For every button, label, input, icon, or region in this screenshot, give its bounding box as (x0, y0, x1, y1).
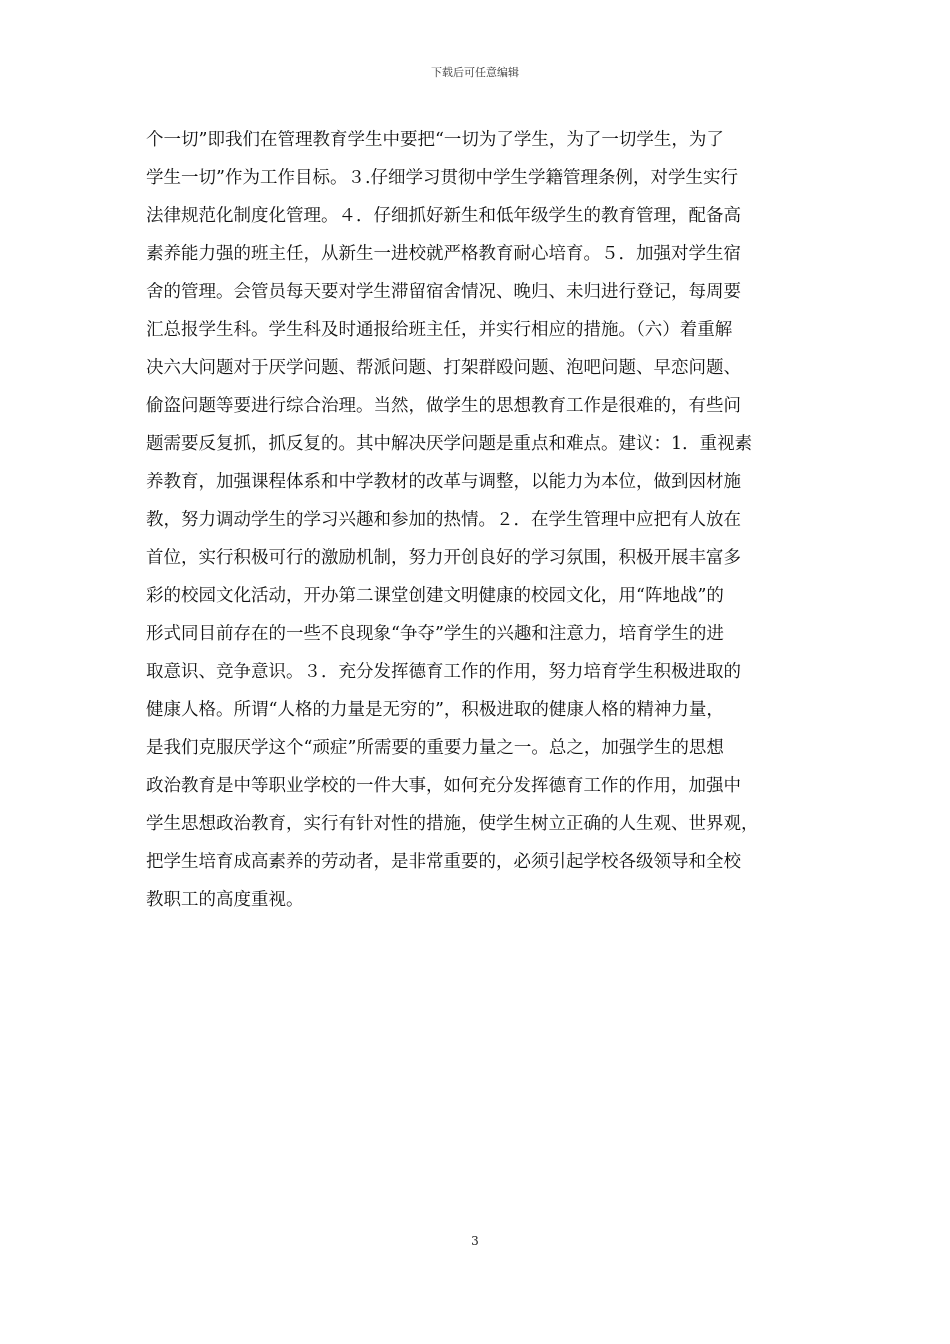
text-line: 学生思想政治教育，实行有针对性的措施，使学生树立正确的人生观、世界观， (146, 814, 759, 834)
text-line: 法律规范化制度化管理。４．仔细抓好新生和低年级学生的教育管理，配备高 (146, 206, 741, 226)
text-line: 素养能力强的班主任，从新生一进校就严格教育耐心培育。５．加强对学生宿 (146, 244, 741, 264)
text-line: 健康人格。所谓“人格的力量是无穷的”，积极进取的健康人格的精神力量， (146, 700, 724, 720)
text-line: 形式同目前存在的一些不良现象“争夺”学生的兴趣和注意力，培育学生的进 (146, 624, 724, 644)
text-line: 教职工的高度重视。 (146, 890, 304, 910)
text-line: 学生一切”作为工作目标。３.仔细学习贯彻中学生学籍管理条例，对学生实行 (146, 168, 739, 188)
page-header: 下载后可任意编辑 (431, 66, 519, 79)
text-line: 取意识、竞争意识。３．充分发挥德育工作的作用，努力培育学生积极进取的 (146, 662, 741, 682)
text-line: 首位，实行积极可行的激励机制，努力开创良好的学习氛围，积极开展丰富多 (146, 548, 741, 568)
text-line: 汇总报学生科。学生科及时通报给班主任，并实行相应的措施。（六）着重解 (146, 320, 733, 340)
page-number: 3 (471, 1234, 479, 1248)
text-line: 政治教育是中等职业学校的一件大事，如何充分发挥德育工作的作用，加强中 (146, 776, 741, 796)
text-line: 偷盗问题等要进行综合治理。当然，做学生的思想教育工作是很难的，有些问 (146, 396, 741, 416)
text-line: 把学生培育成高素养的劳动者，是非常重要的，必须引起学校各级领导和全校 (146, 852, 741, 872)
text-line: 题需要反复抓，抓反复的。其中解决厌学问题是重点和难点。建议：1．重视素 (146, 434, 753, 454)
text-line: 是我们克服厌学这个“顽症”所需要的重要力量之一。总之，加强学生的思想 (146, 738, 724, 758)
text-line: 个一切”即我们在管理教育学生中要把“一切为了学生，为了一切学生，为了 (146, 130, 724, 150)
text-line: 教，努力调动学生的学习兴趣和参加的热情。２．在学生管理中应把有人放在 (146, 510, 741, 530)
text-line: 彩的校园文化活动，开办第二课堂创建文明健康的校园文化，用“阵地战”的 (146, 586, 724, 606)
text-line: 养教育，加强课程体系和中学教材的改革与调整，以能力为本位，做到因材施 (146, 472, 741, 492)
body-text (146, 121, 810, 919)
text-line: 决六大问题对于厌学问题、帮派问题、打架群殴问题、泡吧问题、早恋问题、 (146, 358, 741, 378)
text-line: 舍的管理。会管员每天要对学生滞留宿舍情况、晚归、未归进行登记，每周要 (146, 282, 741, 302)
